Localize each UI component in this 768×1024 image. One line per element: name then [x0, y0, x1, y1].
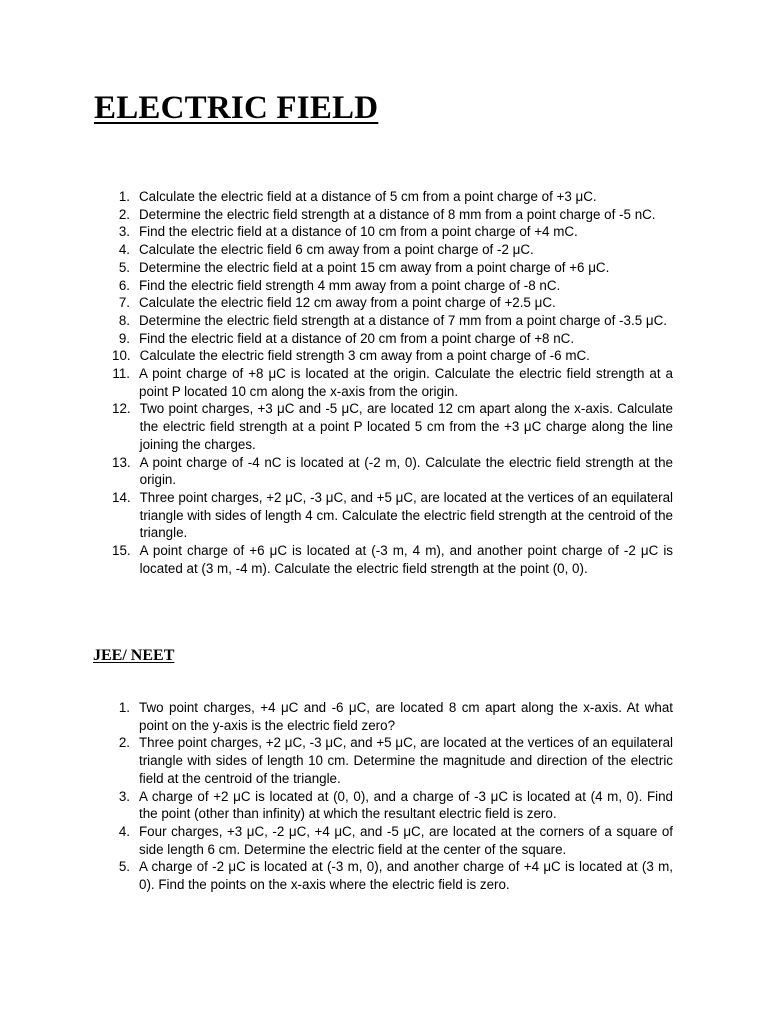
- list-item: [112, 294, 673, 312]
- question-number: 13.: [112, 454, 131, 470]
- list-item: [112, 223, 673, 241]
- list-item: [112, 365, 673, 400]
- question-text: Two point charges, +3 μC and -5 μC, are located 12 cm apart along the x-axis. Calculate the electric field strength at a point P located 5 cm from the +3 μC charge along the line joining the charges.: [139, 401, 673, 452]
- question-text: Find the electric field strength 4 mm away from a point charge of -8 nC.: [139, 277, 561, 293]
- list-item: [112, 734, 673, 787]
- question-text: A charge of -2 μC is located at (-3 m, 0), and another charge of +4 μC is located at (3 m, 0). Find the points on the x-axis where the electric field is zero.: [139, 859, 673, 893]
- question-text: Determine the electric field strength at a distance of 8 mm from a point charge of -5 nC.: [139, 206, 656, 222]
- question-number: 15.: [112, 543, 131, 559]
- question-text: Two point charges, +4 μC and -6 μC, are located 8 cm apart along the x-axis. At what point on the y-axis is the electric field zero?: [139, 700, 673, 733]
- list-item: [112, 858, 673, 893]
- question-number: 12.: [112, 401, 131, 417]
- list-item: [112, 259, 673, 277]
- list-item: [112, 312, 673, 330]
- question-text: A point charge of +6 μC is located at (-3 m, 4 m), and another point charge of -2 μC is located at (3 m, -4 m). Calculate the electric field strength at the point (0, 0).: [139, 543, 673, 576]
- question-list-jee-neet: [112, 699, 673, 894]
- list-item: [112, 400, 673, 453]
- question-number: 4.: [118, 823, 130, 839]
- question-text: A point charge of +8 μC is located at the origin. Calculate the electric field strength at a point P located 10 cm along the x-axis from the origin.: [139, 366, 673, 399]
- question-text: Find the electric field at a distance of 10 cm from a point charge of +4 mC.: [139, 224, 578, 240]
- section-title: JEE/ NEET: [93, 647, 175, 664]
- list-item: [112, 788, 673, 823]
- question-text: Calculate the electric field strength 3 cm away from a point charge of -6 mC.: [139, 348, 590, 364]
- question-text: Find the electric field at a distance of 20 cm from a point charge of +8 nC.: [139, 330, 575, 346]
- list-item: [112, 241, 673, 259]
- question-number: 3.: [118, 224, 130, 240]
- question-number: 8.: [118, 312, 130, 328]
- list-item: [112, 699, 673, 734]
- question-number: 6.: [118, 277, 130, 293]
- list-item: [112, 489, 673, 542]
- question-text: Three point charges, +2 μC, -3 μC, and +5 μC, are located at the vertices of an equilateral triangle with sides of length 4 cm. Calculate the electric field strength at the centroid of the triangle.: [139, 489, 673, 541]
- question-list-basic: [112, 188, 673, 577]
- question-text: A charge of +2 μC is located at (0, 0), and a charge of -3 μC is located at (4 m, 0). Find the point (other than infinity) at which the resultant electric field is zero.: [139, 788, 673, 822]
- question-number: 5.: [118, 259, 130, 275]
- question-text: A point charge of -4 nC is located at (-2 m, 0). Calculate the electric field strength at the origin.: [139, 454, 673, 488]
- list-item: [112, 206, 673, 224]
- question-number: 14.: [112, 489, 131, 505]
- question-number: 10.: [112, 348, 131, 364]
- list-item: [112, 823, 673, 858]
- question-text: Four charges, +3 μC, -2 μC, +4 μC, and -5 μC, are located at the corners of a square of side length 6 cm. Determine the electric field at the center of the square.: [139, 823, 673, 857]
- question-number: 2.: [118, 735, 130, 751]
- question-text: Calculate the electric field at a distance of 5 cm from a point charge of +3 μC.: [139, 189, 597, 204]
- question-number: 1.: [118, 189, 130, 204]
- list-item: [112, 277, 673, 295]
- question-text: Determine the electric field strength at a distance of 7 mm from a point charge of -3.5 μC.: [139, 312, 667, 328]
- list-item: [112, 188, 673, 206]
- question-number: 3.: [118, 788, 130, 804]
- question-number: 4.: [118, 242, 130, 258]
- question-text: Three point charges, +2 μC, -3 μC, and +5 μC, are located at the vertices of an equilateral triangle with sides of length 10 cm. Determine the magnitude and direction of the electric field at the centroid of the triangle.: [139, 735, 673, 786]
- list-item: [112, 542, 673, 577]
- question-number: 7.: [118, 295, 130, 311]
- question-text: Determine the electric field at a point 15 cm away from a point charge of +6 μC.: [139, 259, 610, 275]
- question-number: 11.: [112, 366, 130, 382]
- question-text: Calculate the electric field 12 cm away from a point charge of +2.5 μC.: [139, 295, 556, 311]
- question-number: 1.: [118, 700, 130, 715]
- page-title: ELECTRIC FIELD: [94, 90, 379, 126]
- list-item: [112, 330, 673, 348]
- list-item: [112, 347, 673, 365]
- question-number: 2.: [118, 206, 130, 222]
- question-number: 9.: [118, 330, 130, 346]
- list-item: [112, 454, 673, 489]
- question-number: 5.: [118, 859, 130, 875]
- question-text: Calculate the electric field 6 cm away from a point charge of -2 μC.: [139, 242, 534, 258]
